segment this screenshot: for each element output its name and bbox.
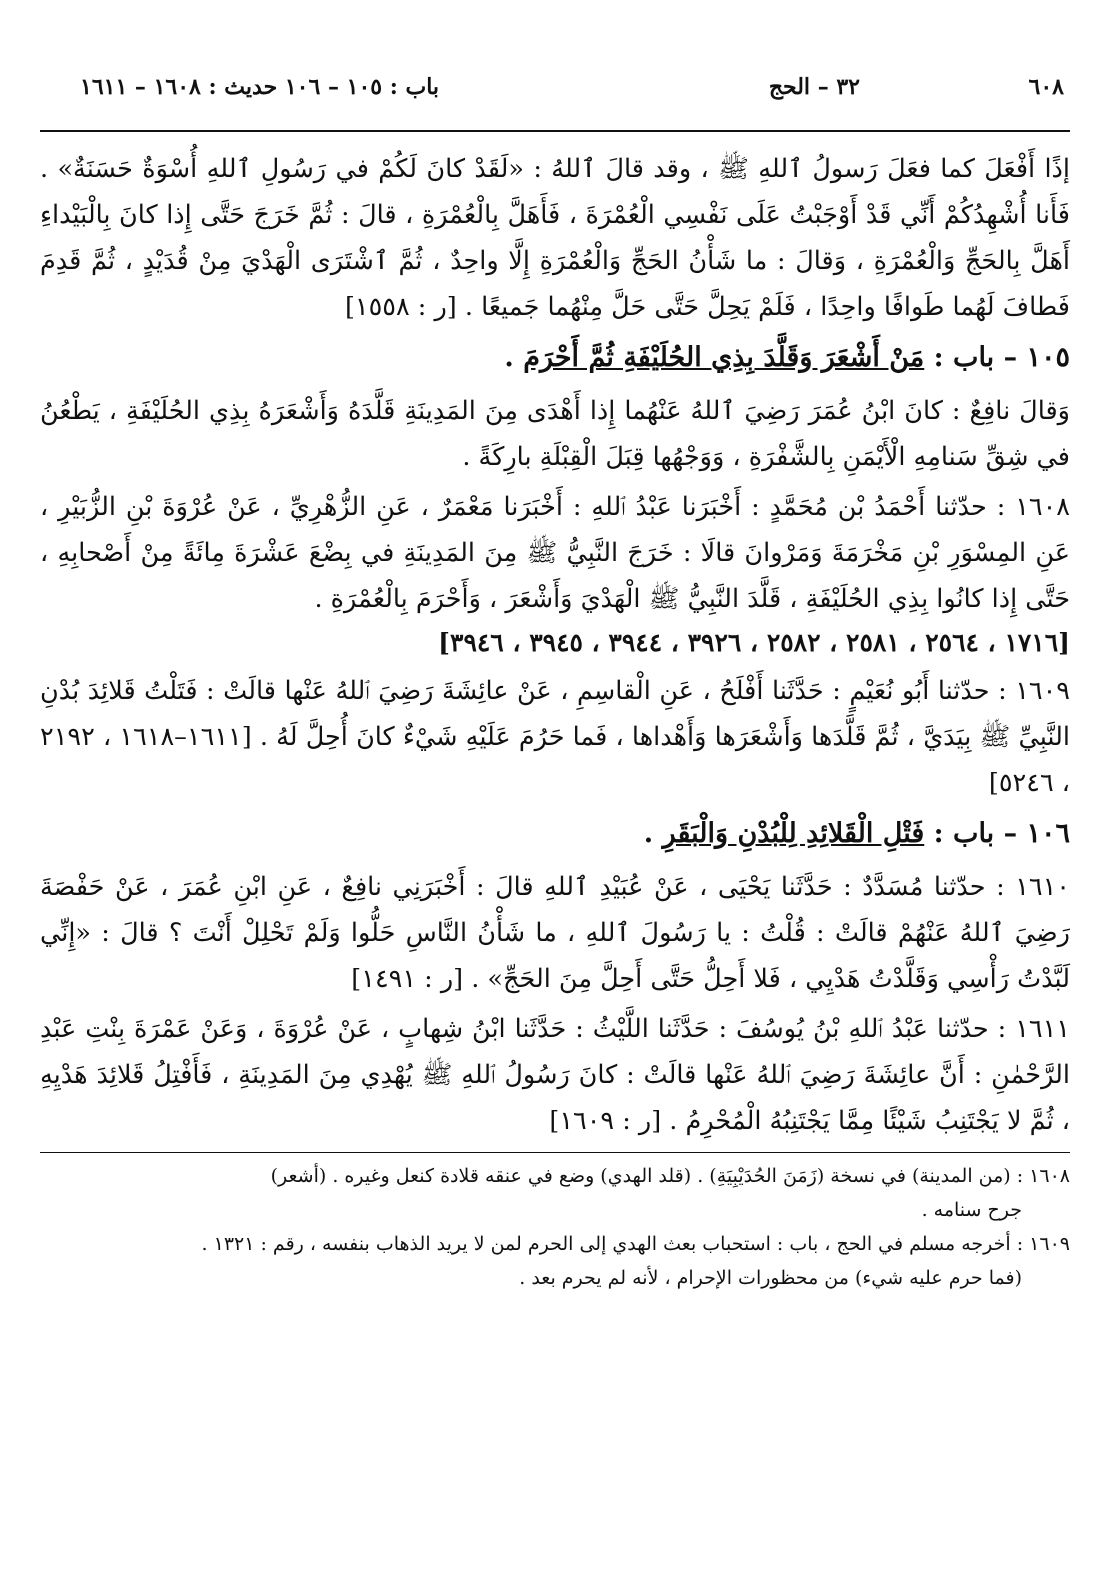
chapter-heading-105 <box>40 334 1070 382</box>
running-header <box>40 60 1070 106</box>
paragraph-nafi: وَقالَ نافِعٌ : كانَ ابْنُ عُمَرَ رَضِيَ ٱللهُ عَنْهُما إِذا أَهْدَى مِنَ المَدِينَةِ قَلَّدَهُ وَأَشْعَرَهُ بِذِي الحُلَيْفَةِ ، يَطْعُنُ في شِقِّ سَنامِهِ الْأَيْمَنِ بِالشَّفْرَةِ ، وَوَجْهُها قِبَلَ الْقِبْلَةِ بارِكَةً . <box>40 396 1070 472</box>
chapter-label: ١٠٥ – باب : <box>933 342 1070 373</box>
main-text <box>40 146 1070 1144</box>
chapter-title: مَنْ أَشْعَرَ وَقَلَّدَ بِذِي الحُلَيْفَةِ ثُمَّ أَحْرَمَ <box>523 342 925 373</box>
hadith-1609: ١٦٠٩ : حدّثنا أَبُو نُعَيْمٍ : حَدَّثَنا أَفْلَحُ ، عَنِ الْقاسِمِ ، عَنْ عائِشَةَ رَضِيَ ٱللهُ عَنْها قالَتْ : فَتَلْتُ قَلائِدَ بُدْنِ النَّبِيِّ ﷺ بِيَدَيَّ ، ثُمَّ قَلَّدَها وَأَشْعَرَها وَأَهْداها ، فَما حَرُمَ عَلَيْهِ شَيْءٌ كانَ أُحِلَّ لَهُ . [١٦١١–١٦١٨ ، ٢١٩٢ ، ٥٢٤٦] <box>40 676 1070 798</box>
footnote-1609-continued: (فما حرم عليه شيء) من محظورات الإحرام ، لأنه لم يحرم بعد . <box>519 1267 1022 1289</box>
hadith-1610: ١٦١٠ : حدّثنا مُسَدَّدٌ : حَدَّثَنا يَحْيَى ، عَنْ عُبَيْدِ ٱللهِ قالَ : أَخْبَرَنِي نافِعٌ ، عَنِ ابْنِ عُمَرَ ، عَنْ حَفْصَةَ رَضِيَ ٱللهُ عَنْهُمْ قالَتْ : قُلْتُ : يا رَسُولَ ٱللهِ ، ما شَأْنُ النَّاسِ حَلُّوا وَلَمْ تَحْلِلْ أَنْتَ ؟ قالَ : «إِنِّي لَبَّدْتُ رَأْسِي وَقَلَّدْتُ هَدْيِي ، فَلا أَحِلُّ حَتَّى أَحِلَّ مِنَ الحَجِّ» . [ر : ١٤٩١] <box>40 872 1070 994</box>
paragraph-continuation: إذًا أَفْعَلَ كما فعَلَ رَسولُ ٱللهِ ﷺ ، وقد قالَ ٱللهُ : «لَقَدْ كانَ لَكُمْ في رَسُولِ ٱللهِ أُسْوَةٌ حَسَنَةٌ» . فَأَنا أُشْهِدُكُمْ أَنِّي قَدْ أَوْجَبْتُ عَلَى نَفْسِي الْعُمْرَةَ ، فَأَهَلَّ بِالْعُمْرَةِ ، قالَ : ثُمَّ خَرَجَ حَتَّى إِذا كانَ بِالْبَيْداءِ أَهَلَّ بِالحَجِّ وَالْعُمْرَةِ ، وَقالَ : ما شَأْنُ الحَجِّ وَالْعُمْرَةِ إِلَّا واحِدٌ ، ثُمَّ ٱشْتَرَى الْهَدْيَ مِنْ قُدَيْدٍ ، ثُمَّ قَدِمَ فَطافَ لَهُما طَوافًا واحِدًا ، فَلَمْ يَحِلَّ حَتَّى حَلَّ مِنْهُما جَميعًا . [ر : ١٥٥٨] <box>40 154 1070 322</box>
hadith-1608: ١٦٠٨ : حدّثنا أَحْمَدُ بْن مُحَمَّدٍ : أَخْبَرَنا عَبْدُ ٱللهِ : أَخْبَرَنا مَعْمَرٌ ، عَنِ الزُّهْرِيِّ ، عَنْ عُرْوَةَ بْنِ الزُّبَيْرِ ، عَنِ المِسْوَرِ بْنِ مَخْرَمَةَ وَمَرْوانَ قالَا : خَرَجَ النَّبِيُّ ﷺ مِنَ المَدِينَةِ في بِضْعَ عَشْرَةَ مِائَةً مِنْ أَصْحابِهِ ، حَتَّى إِذا كانُوا بِذِي الحُلَيْفَةِ ، قَلَّدَ النَّبِيُّ ﷺ الْهَدْيَ وَأَشْعَرَ ، وَأَحْرَمَ بِالْعُمْرَةِ . <box>40 492 1070 614</box>
footnote-1608: ١٦٠٨ : (من المدينة) في نسخة (زَمَنَ الحُدَيْبِيَةِ) . (قلد الهدي) وضع في عنقه قلادة كنعل وغيره . (أشعر) <box>270 1165 1070 1187</box>
chapter-heading-106 <box>40 810 1070 858</box>
chapter-title: فَتْلِ الْقَلائِدِ لِلْبُدْنِ وَالْبَقَرِ <box>662 818 925 849</box>
footnote-1609: ١٦٠٩ : أخرجه مسلم في الحج ، باب : استحباب بعث الهدي إلى الحرم لمن لا يريد الذهاب بنفسه ، رقم : ١٣٢١ . <box>201 1233 1070 1255</box>
book-title: ٣٢ – الحج <box>768 74 860 100</box>
book-page <box>40 60 1070 1560</box>
chapter-end: . <box>643 818 654 849</box>
page-number: ٦٠٨ <box>1028 74 1064 100</box>
footnotes <box>40 1159 1070 1295</box>
chapter-end: . <box>504 342 514 373</box>
footnote-rule <box>40 1152 1070 1153</box>
footnote-1608-continued: جرح سنامه . <box>921 1199 1022 1221</box>
header-rule <box>40 130 1070 132</box>
chapter-label: ١٠٦ – باب : <box>933 818 1070 849</box>
hadith-1608-cross-references: [١٧١٦ ، ٢٥٦٤ ، ٢٥٨١ ، ٢٥٨٢ ، ٣٩٢٦ ، ٣٩٤٤ ، ٣٩٤٥ ، ٣٩٤٦] <box>438 628 1070 657</box>
chapter-hadith-reference: باب : ١٠٥ – ١٠٦ حديث : ١٦٠٨ – ١٦١١ <box>80 74 440 100</box>
hadith-1611: ١٦١١ : حدّثنا عَبْدُ ٱللهِ بْنُ يُوسُفَ : حَدَّثَنا اللَّيْثُ : حَدَّثَنا ابْنُ شِهابٍ ، عَنْ عُرْوَةَ ، وَعَنْ عَمْرَةَ بِنْتِ عَبْدِ الرَّحْمٰنِ : أَنَّ عائِشَةَ رَضِيَ ٱللهُ عَنْها قالَتْ : كانَ رَسُولُ ٱللهِ ﷺ يُهْدِي مِنَ المَدِينَةِ ، فَأَفْتِلُ قَلائِدَ هَدْيِهِ ، ثُمَّ لا يَجْتَنِبُ شَيْئًا مِمَّا يَجْتَنِبُهُ الْمُحْرِمُ . [ر : ١٦٠٩] <box>40 1014 1070 1136</box>
